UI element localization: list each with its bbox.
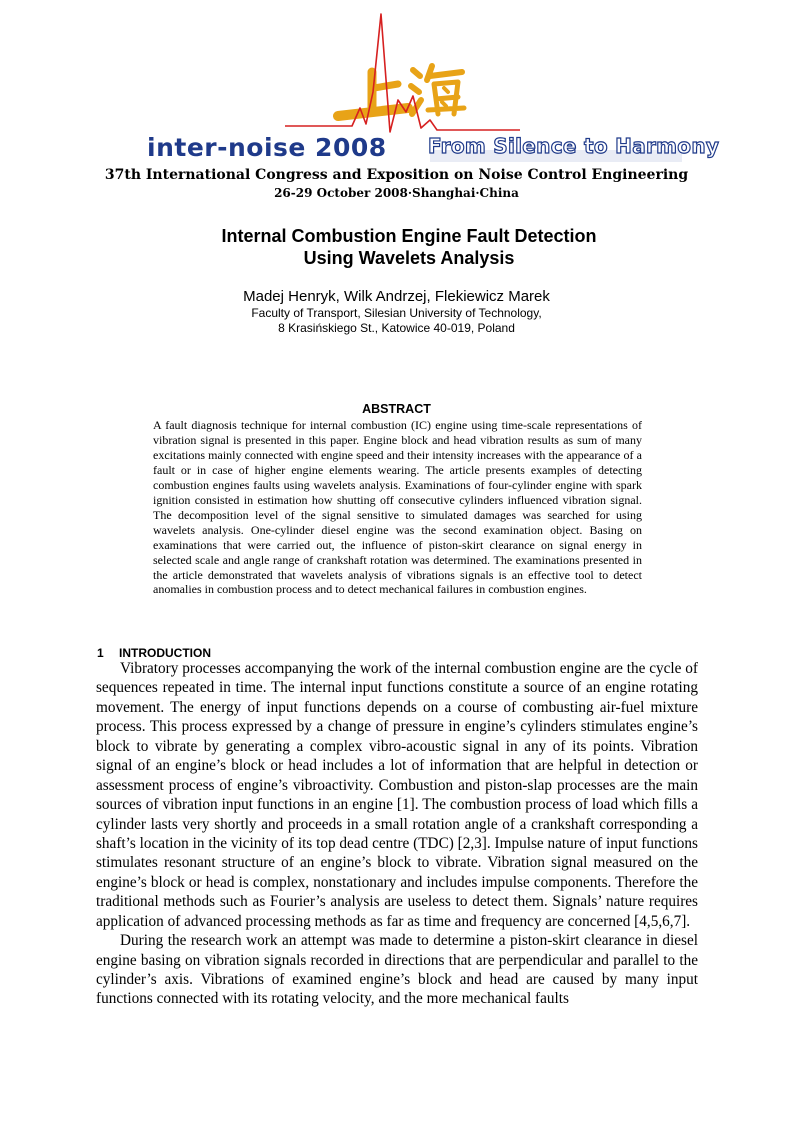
section-heading-introduction <box>97 646 211 660</box>
paper-authors: Madej Henryk, Wilk Andrzej, Flekiewicz Marek <box>243 288 550 305</box>
introduction-body <box>96 659 698 1009</box>
waveform-line <box>285 14 520 132</box>
logo-brand-text: inter-noise 2008 <box>147 133 387 162</box>
body-paragraph-2: During the research work an attempt was made to determine a piston-skirt clearance in diesel engine basing on vibration signals recorded in directions that are perpendicular and parallel to the cylinder’s axis. Vibrations of examined engine’s block and head are caused by many input functions connected with its rotating velocity, and the more mechanical faults <box>96 932 698 1008</box>
logo-tagline: From Silence to Harmony <box>428 134 720 158</box>
section-number: 1 <box>97 646 104 660</box>
conference-logo <box>0 0 793 215</box>
body-paragraph-1: Vibratory processes accompanying the work of the internal combustion engine are the cycle of sequences repeated in time. The internal input functions constitute a source of an engine rotating movement. The energy of input functions depends on a course of combusting air-fuel mixture process. This process expressed by a change of pressure in engine’s cylinders stimulates engine’s block to vibrate by generating a complex vibro-acoustic signal in any of its points. Vibration signal of an engine’s block or head includes a lot of information that are helpful in detection or assessment process of engine’s vibroactivity. Combustion and piston-slap processes are the main sources of vibration input functions in an engine [1]. The combustion process of load which fills a cylinder lasts very shortly and proceeds in a small rotation angle of a crankshaft corresponding a shaft’s location in the vicinity of its top dead centre (TDC) [2,3]. Impulse nature of input functions stimulates resonant structure of an engine’s block to vibrate. Vibration signal measured on the engine’s block or head is complex, nonstationary and includes impulse components. Therefore the traditional methods such as Fourier’s analysis are useless to detect them. Signals’ nature requires application of advanced processing methods as far as time and frequency are concerned [4,5,6,7]. <box>96 660 698 930</box>
affiliation-line-1: Faculty of Transport, Silesian University of Technology, <box>251 306 542 320</box>
abstract-text: A fault diagnosis technique for internal combustion (IC) engine using time-scale representations of vibration signal is presented in this paper. Engine block and head vibration results as sum of many excitations mainly connected with engine speed and their intensity increases with the appearance of a fault or in case of higher engine elements wearing. The article presents examples of detecting combustion engines faults using wavelets analysis. Examinations of four-cylinder engine with spark ignition consisted in estimation how shutting off consecutive cylinders influenced vibration signal. The decomposition level of the signal sensitive to simulated damages was searched for using wavelets analysis. One-cylinder diesel engine was the second examination object. Basing on examinations that were carried out, the influence of piston-skirt clearance on signal energy in selected scale and angle range of crankshaft rotation was determined. The examinations presented in the article demonstrated that wavelets analysis of vibrations signals is an effective tool to detect anomalies in combustion process and to detect mechanical failures in combustion engines. <box>153 418 642 597</box>
paper-title-line-2: Using Wavelets Analysis <box>303 248 515 268</box>
congress-title: 37th International Congress and Exposition on Noise Control Engineering <box>104 167 689 183</box>
shanghai-characters <box>338 66 464 116</box>
affiliation-line-2: 8 Krasińskiego St., Katowice 40-019, Poland <box>278 321 515 335</box>
abstract-heading: ABSTRACT <box>362 402 431 416</box>
paper-title-line-1: Internal Combustion Engine Fault Detection <box>221 226 597 246</box>
section-title: INTRODUCTION <box>119 646 211 660</box>
congress-dates: 26-29 October 2008·Shanghai·China <box>274 186 519 200</box>
